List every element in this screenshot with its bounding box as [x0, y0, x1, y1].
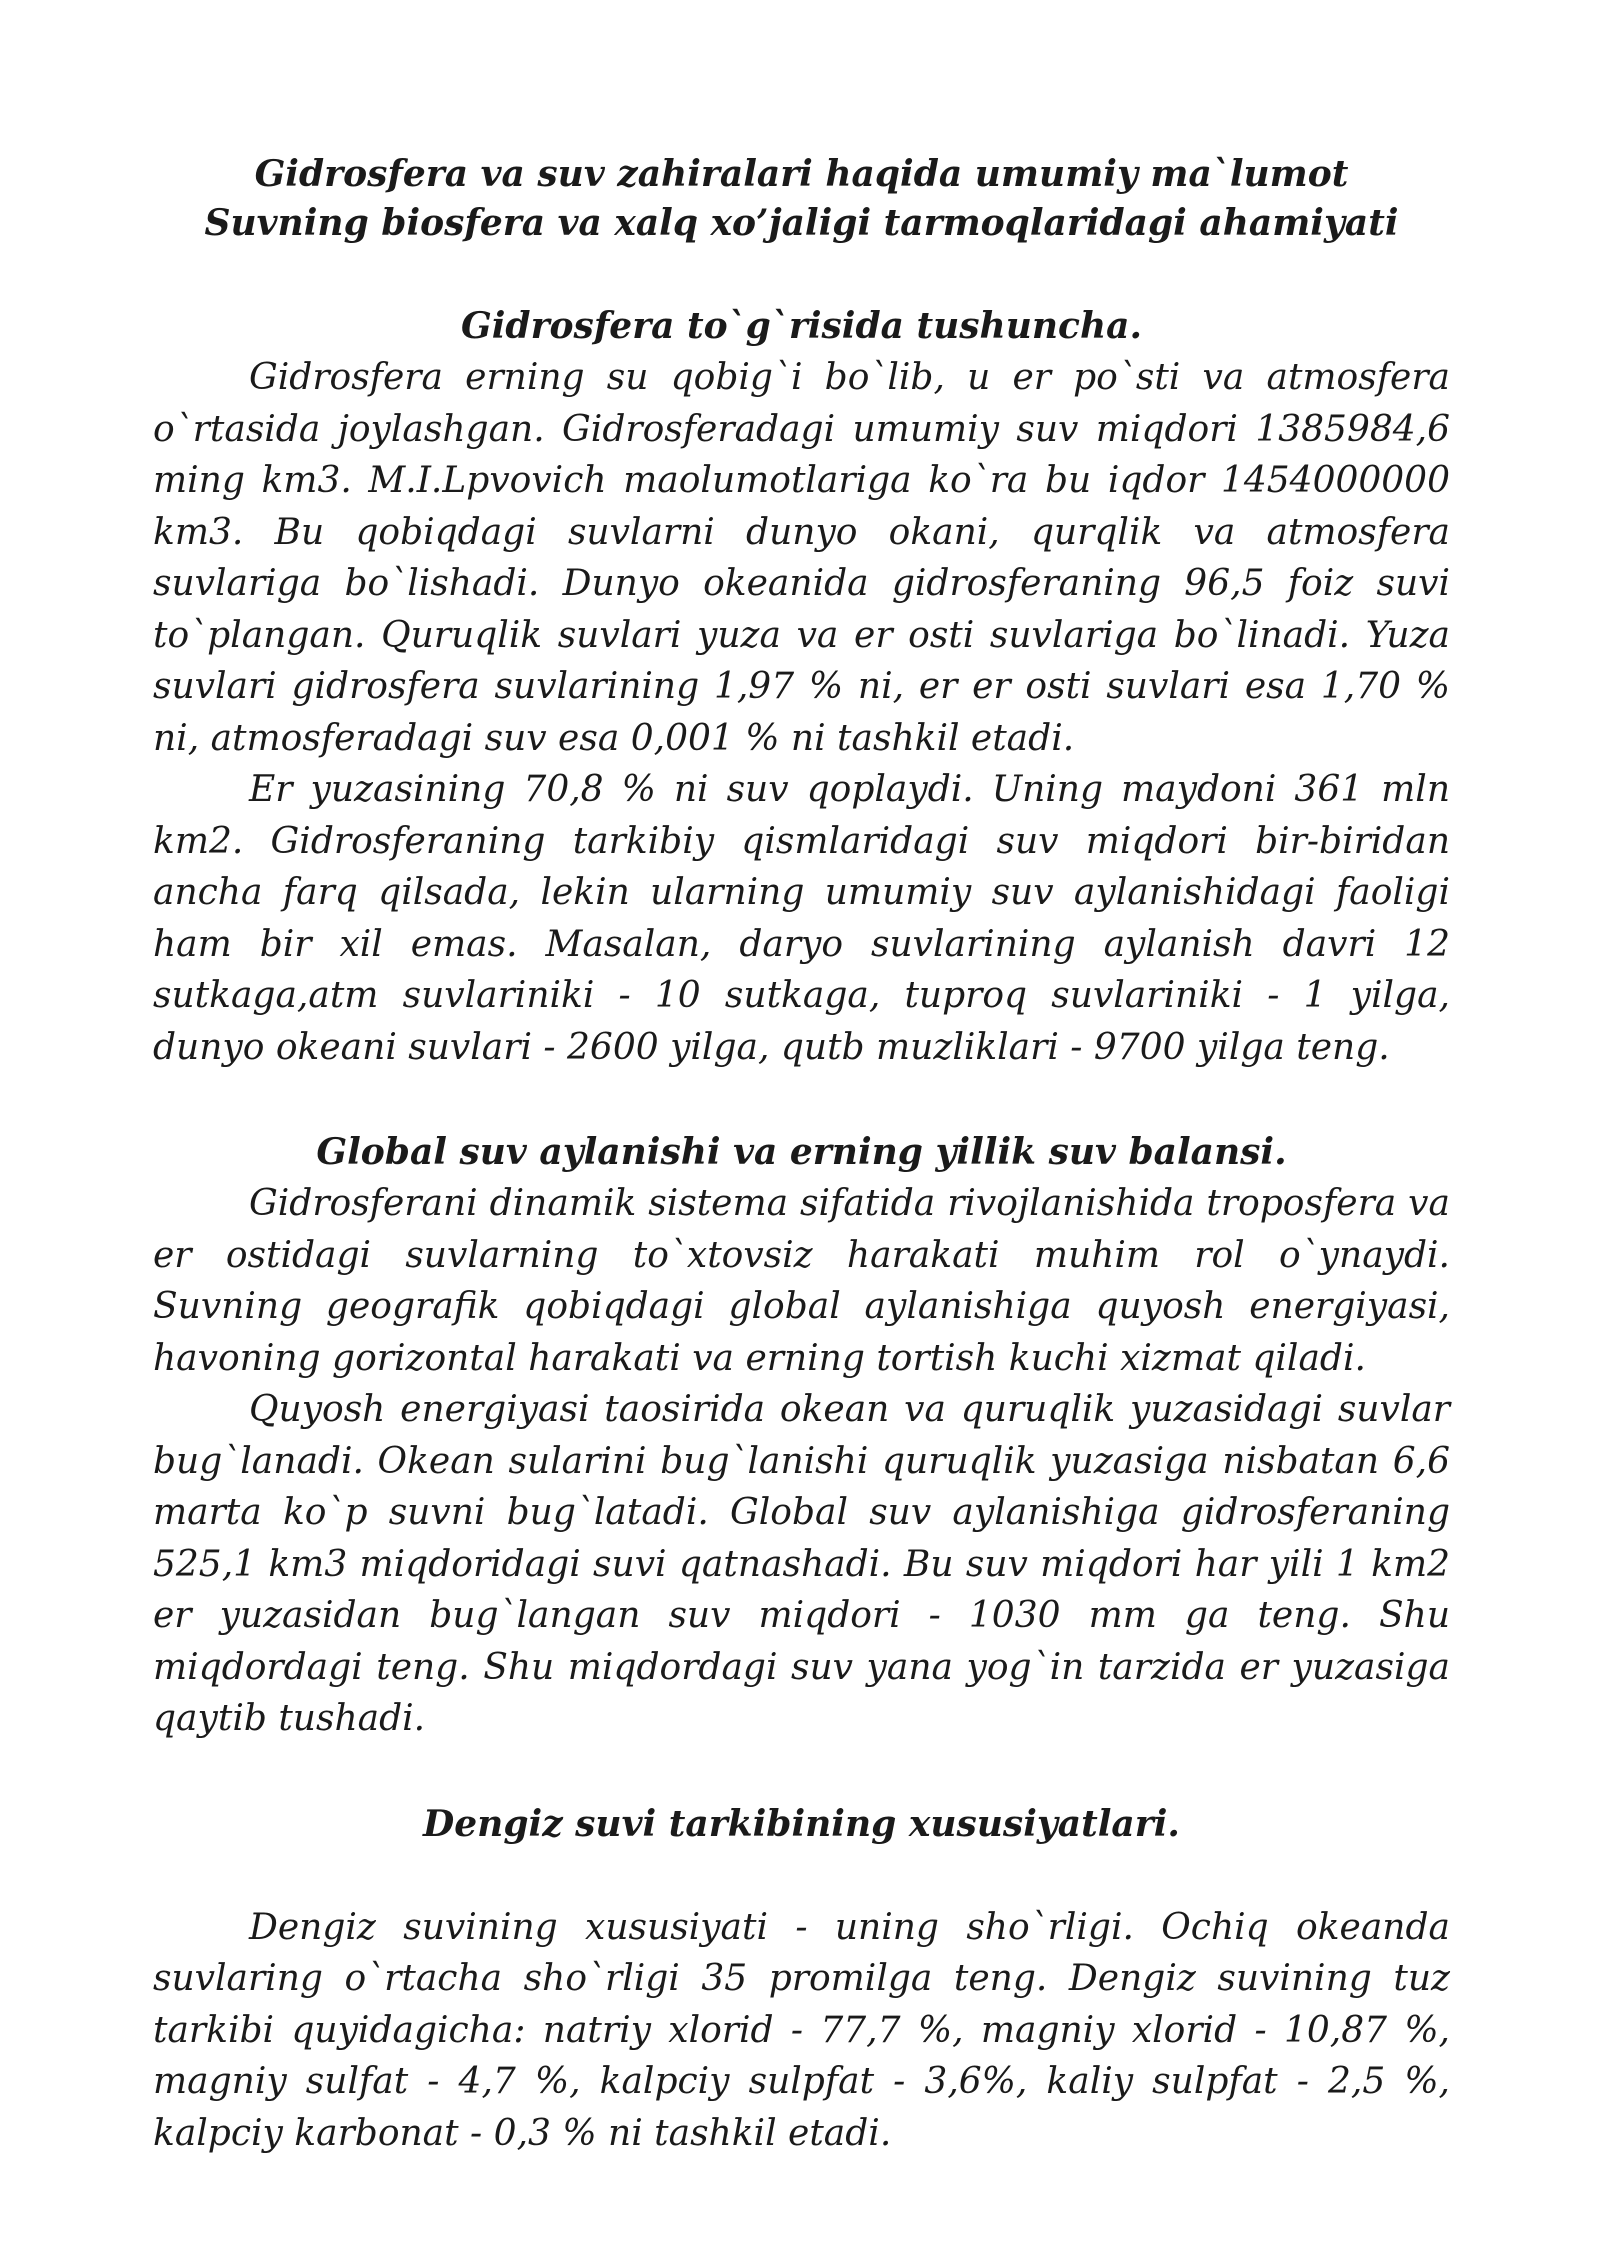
- section-dengiz-suvi: [153, 1798, 1450, 2160]
- section-heading: Global suv aylanishi va erning yillik suv balansi.: [316, 1131, 1287, 1173]
- section-gidrosfera: [153, 300, 1450, 1073]
- paragraph: Er yuzasining 70,8 % ni suv qoplaydi. Uning maydoni 361 mln km2. Gidrosferaning tarkibiy qismlaridagi suv miqdori bir-biridan ancha farq qilsada, lekin ularning umumiy suv aylanishidagi faoligi ham bir xil emas. Masalan, daryo suvlarining aylanish davri 12 sutkaga,atm suvlariniki - 10 sutkaga, tuproq suvlariniki - 1 yilga, dunyo okeani suvlari - 2600 yilga, qutb muzliklari - 9700 yilga teng.: [153, 769, 1450, 1068]
- spacer: [153, 1745, 1450, 1798]
- spacer: [153, 1073, 1450, 1126]
- paragraph: Quyosh energiyasi taosirida okean va quruqlik yuzasidagi suvlar bug`lanadi. Okean sularini bug`lanishi quruqlik yuzasiga nisbatan 6,6 marta ko`p suvni bug`latadi. Global suv aylanishiga gidrosferaning 525,1 km3 miqdoridagi suvi qatnashadi. Bu suv miqdori har yili 1 km2 er yuzasidan bug`langan suv miqdori - 1030 mm ga teng. Shu miqdordagi teng. Shu miqdordagi suv yana yog`in tarzida er yuzasiga qaytib tushadi.: [153, 1389, 1450, 1739]
- document-title-line-2: Suvning biosfera va xalq xo’jaligi tarmoqlaridagi ahamiyati: [204, 202, 1399, 244]
- document-title-line-1: Gidrosfera va suv zahiralari haqida umumiy ma`lumot: [254, 153, 1349, 195]
- paragraph: Gidrosfera erning su qobig`i bo`lib, u er po`sti va atmosfera o`rtasida joylashgan. Gidrosferadagi umumiy suv miqdori 1385984,6 ming km3. M.I.Lpvovich maolumotlariga ko`ra bu iqdor 1454000000 km3. Bu qobiqdagi suvlarni dunyo okani, qurqlik va atmosfera suvlariga bo`lishadi. Dunyo okeanida gidrosferaning 96,5 foiz suvi to`plangan. Quruqlik suvlari yuza va er osti suvlariga bo`linadi. Yuza suvlari gidrosfera suvlarining 1,97 % ni, er er osti suvlari esa 1,70 % ni, atmosferadagi suv esa 0,001 % ni tashkil etadi.: [153, 357, 1450, 759]
- section-heading: Gidrosfera to`g`risida tushuncha.: [460, 305, 1143, 347]
- spacer: [153, 248, 1450, 300]
- section-heading: Dengiz suvi tarkibining xususiyatlari.: [423, 1802, 1180, 1845]
- paragraph: Dengiz suvining xususiyati - uning sho`rligi. Ochiq okeanda suvlaring o`rtacha sho`rligi 35 promilga teng. Dengiz suvining tuz tarkibi quyidagicha: natriy xlorid - 77,7 %, magniy xlorid - 10,87 %, magniy sulfat - 4,7 %, kalpciy sulpfat - 3,6%, kaliy sulpfat - 2,5 %, kalpciy karbonat - 0,3 % ni tashkil etadi.: [153, 1906, 1450, 2154]
- section-global-suv-aylanishi: [153, 1126, 1450, 1745]
- spacer: [153, 1850, 1450, 1902]
- paragraph: Gidrosferani dinamik sistema sifatida rivojlanishida troposfera va er ostidagi suvlarning to`xtovsiz harakati muhim rol o`ynaydi. Suvning geografik qobiqdagi global aylanishiga quyosh energiyasi, havoning gorizontal harakati va erning tortish kuchi xizmat qiladi.: [153, 1183, 1450, 1379]
